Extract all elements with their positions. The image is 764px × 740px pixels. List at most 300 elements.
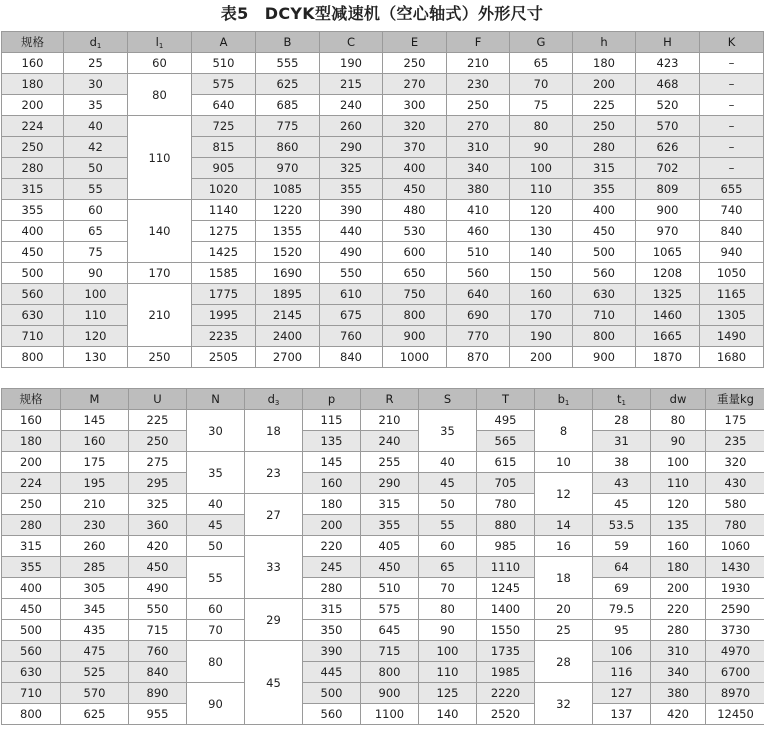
table-cell: 210: [61, 494, 129, 515]
table-cell: 815: [192, 137, 256, 158]
table-cell: 300: [383, 95, 447, 116]
header-F: F: [447, 32, 510, 53]
table-cell: 525: [61, 662, 129, 683]
header-G: G: [510, 32, 573, 53]
table-cell: 1400: [477, 599, 535, 620]
table-cell: 35: [64, 95, 128, 116]
table-cell: 435: [61, 620, 129, 641]
table-cell: 510: [361, 578, 419, 599]
table-cell: 450: [2, 599, 61, 620]
table-cell: 710: [2, 326, 64, 347]
table-cell: 450: [361, 557, 419, 578]
table-cell: 760: [129, 641, 187, 662]
table-cell: 650: [383, 263, 447, 284]
table-cell: 715: [361, 641, 419, 662]
table-cell: 130: [64, 347, 128, 368]
table-cell: 1985: [477, 662, 535, 683]
table-cell: 40: [419, 452, 477, 473]
table-cell: 870: [447, 347, 510, 368]
table-cell: 400: [2, 221, 64, 242]
table-cell: 1100: [361, 704, 419, 725]
table-cell: 55: [419, 515, 477, 536]
table-cell: 690: [447, 305, 510, 326]
table-cell: –: [700, 137, 764, 158]
table-cell: 880: [477, 515, 535, 536]
table-cell: 30: [187, 410, 245, 452]
table-cell: 90: [651, 431, 706, 452]
table-cell: 809: [636, 179, 700, 200]
table-cell: 23: [245, 452, 303, 494]
table-row: [2, 116, 764, 137]
table-cell: 55: [187, 557, 245, 599]
table-cell: 170: [128, 263, 192, 284]
table-row: [2, 683, 764, 704]
header-N: N: [187, 389, 245, 410]
table-cell: 800: [361, 662, 419, 683]
table-cell: 80: [419, 599, 477, 620]
table-cell: 800: [573, 326, 636, 347]
table-cell: 580: [706, 494, 764, 515]
table-cell: 220: [651, 599, 706, 620]
table-cell: 770: [447, 326, 510, 347]
table-cell: 116: [593, 662, 651, 683]
table-cell: 250: [383, 53, 447, 74]
table-cell: 160: [651, 536, 706, 557]
dimension-table-1: [1, 31, 764, 368]
table-cell: 200: [510, 347, 573, 368]
table-cell: 90: [64, 263, 128, 284]
table-cell: 405: [361, 536, 419, 557]
table-cell: 285: [61, 557, 129, 578]
table-cell: 400: [2, 578, 61, 599]
table-cell: 69: [593, 578, 651, 599]
table-cell: 195: [61, 473, 129, 494]
header-spec: 规格: [2, 389, 61, 410]
table-cell: 555: [256, 53, 320, 74]
table-row: [2, 95, 764, 116]
table-cell: 160: [510, 284, 573, 305]
table-cell: 630: [2, 662, 61, 683]
table-cell: 55: [64, 179, 128, 200]
table-cell: 32: [535, 683, 593, 725]
table-cell: 1775: [192, 284, 256, 305]
table-cell: 340: [447, 158, 510, 179]
table-cell: 280: [651, 620, 706, 641]
table-row: [2, 704, 764, 725]
header-A: A: [192, 32, 256, 53]
table-cell: 530: [383, 221, 447, 242]
table-cell: 235: [706, 431, 764, 452]
table-cell: 315: [573, 158, 636, 179]
table-cell: 355: [573, 179, 636, 200]
table-cell: 240: [320, 95, 383, 116]
table-cell: 75: [510, 95, 573, 116]
table-cell: 200: [303, 515, 361, 536]
table-cell: 220: [303, 536, 361, 557]
table-cell: 110: [651, 473, 706, 494]
table-row: [2, 284, 764, 305]
table-cell: 1275: [192, 221, 256, 242]
table-cell: 325: [320, 158, 383, 179]
table-cell: 450: [383, 179, 447, 200]
table-cell: 570: [636, 116, 700, 137]
table-cell: 315: [2, 179, 64, 200]
table-cell: 1000: [383, 347, 447, 368]
table-row: [2, 74, 764, 95]
table-cell: 355: [361, 515, 419, 536]
table-cell: 900: [383, 326, 447, 347]
header-b1: $b_1$: [535, 389, 593, 410]
table-cell: 625: [256, 74, 320, 95]
table-cell: –: [700, 95, 764, 116]
table-cell: 340: [651, 662, 706, 683]
table-cell: 210: [361, 410, 419, 431]
table-cell: 560: [447, 263, 510, 284]
table-cell: 2590: [706, 599, 764, 620]
dimension-table-2: [1, 388, 764, 725]
table-cell: 1060: [706, 536, 764, 557]
table-cell: 8970: [706, 683, 764, 704]
table-cell: 80: [128, 74, 192, 116]
table-cell: 140: [419, 704, 477, 725]
table-cell: 38: [593, 452, 651, 473]
table-cell: 120: [651, 494, 706, 515]
table-cell: 35: [419, 410, 477, 452]
header-p: p: [303, 389, 361, 410]
table-cell: 2520: [477, 704, 535, 725]
table-cell: 225: [129, 410, 187, 431]
table-cell: 95: [593, 620, 651, 641]
table-cell: 12: [535, 473, 593, 515]
table-cell: 115: [303, 410, 361, 431]
table-cell: 50: [419, 494, 477, 515]
header-l1: $l_1$: [128, 32, 192, 53]
page-title: 表5 DCYK型减速机（空心轴式）外形尺寸: [220, 4, 544, 23]
table-cell: 28: [593, 410, 651, 431]
table-cell: 10: [535, 452, 593, 473]
table-cell: 75: [64, 242, 128, 263]
table-cell: 860: [256, 137, 320, 158]
table-cell: 70: [187, 620, 245, 641]
table-cell: 79.5: [593, 599, 651, 620]
table-cell: 655: [700, 179, 764, 200]
table-cell: 65: [419, 557, 477, 578]
table-cell: 560: [2, 641, 61, 662]
table-cell: 500: [573, 242, 636, 263]
table-row: [2, 221, 764, 242]
table-cell: 120: [510, 200, 573, 221]
table-cell: 145: [61, 410, 129, 431]
table-cell: 630: [2, 305, 64, 326]
table-cell: 315: [361, 494, 419, 515]
table-cell: 490: [129, 578, 187, 599]
table-cell: 60: [64, 200, 128, 221]
table-cell: 840: [320, 347, 383, 368]
table-cell: 2220: [477, 683, 535, 704]
table-cell: 45: [593, 494, 651, 515]
table-cell: 400: [573, 200, 636, 221]
table-cell: 355: [2, 200, 64, 221]
table-cell: 200: [573, 74, 636, 95]
table-cell: 190: [510, 326, 573, 347]
table-cell: 45: [187, 515, 245, 536]
table-cell: 560: [2, 284, 64, 305]
table-row: [2, 326, 764, 347]
table-cell: 60: [128, 53, 192, 74]
table-cell: 16: [535, 536, 593, 557]
table-cell: 430: [706, 473, 764, 494]
table-cell: 180: [573, 53, 636, 74]
table-cell: 25: [535, 620, 593, 641]
table-cell: 675: [320, 305, 383, 326]
table-cell: 295: [129, 473, 187, 494]
table-cell: 260: [320, 116, 383, 137]
table-cell: 1140: [192, 200, 256, 221]
table-cell: 423: [636, 53, 700, 74]
table-cell: 520: [636, 95, 700, 116]
table-cell: 1245: [477, 578, 535, 599]
table-cell: 1305: [700, 305, 764, 326]
table-cell: 600: [383, 242, 447, 263]
table-cell: 750: [383, 284, 447, 305]
table-cell: 43: [593, 473, 651, 494]
table-cell: 42: [64, 137, 128, 158]
table-cell: 775: [256, 116, 320, 137]
table-cell: 2700: [256, 347, 320, 368]
table-cell: 110: [128, 116, 192, 200]
table-cell: 1430: [706, 557, 764, 578]
table-cell: 2400: [256, 326, 320, 347]
table-cell: 715: [129, 620, 187, 641]
table-cell: 490: [320, 242, 383, 263]
table-cell: 106: [593, 641, 651, 662]
table-cell: 500: [2, 620, 61, 641]
table-cell: 760: [320, 326, 383, 347]
table-cell: 8: [535, 410, 593, 452]
table-cell: 180: [2, 74, 64, 95]
table-row: [2, 494, 764, 515]
table-row: [2, 305, 764, 326]
table-row: [2, 662, 764, 683]
table-cell: 500: [2, 263, 64, 284]
table-cell: 200: [651, 578, 706, 599]
table-cell: 135: [303, 431, 361, 452]
table-cell: 1085: [256, 179, 320, 200]
header-h: h: [573, 32, 636, 53]
table-cell: 200: [2, 95, 64, 116]
table-cell: 495: [477, 410, 535, 431]
table-cell: 40: [187, 494, 245, 515]
table-cell: 560: [573, 263, 636, 284]
table-cell: 1490: [700, 326, 764, 347]
table-cell: 250: [129, 431, 187, 452]
table-cell: 280: [303, 578, 361, 599]
header-U: U: [129, 389, 187, 410]
table-cell: 18: [245, 410, 303, 452]
table-cell: 390: [320, 200, 383, 221]
table-cell: 60: [419, 536, 477, 557]
table-cell: 65: [64, 221, 128, 242]
table-cell: 290: [361, 473, 419, 494]
table-cell: 705: [477, 473, 535, 494]
table-cell: 120: [64, 326, 128, 347]
table-row: [2, 557, 764, 578]
table-cell: 1020: [192, 179, 256, 200]
table-cell: 840: [700, 221, 764, 242]
table-cell: 685: [256, 95, 320, 116]
table-cell: 702: [636, 158, 700, 179]
table-cell: 1050: [700, 263, 764, 284]
table-cell: 270: [383, 74, 447, 95]
table-cell: 550: [129, 599, 187, 620]
table-cell: 615: [477, 452, 535, 473]
table-cell: 1208: [636, 263, 700, 284]
table-cell: 380: [447, 179, 510, 200]
table-cell: 29: [245, 599, 303, 641]
table-row: [2, 473, 764, 494]
header-S: S: [419, 389, 477, 410]
table-cell: 100: [419, 641, 477, 662]
table-cell: 65: [510, 53, 573, 74]
table-cell: 190: [320, 53, 383, 74]
table-cell: 100: [651, 452, 706, 473]
table-cell: 240: [361, 431, 419, 452]
table-cell: 445: [303, 662, 361, 683]
table-cell: 710: [2, 683, 61, 704]
table-cell: 200: [2, 452, 61, 473]
table-row: [2, 620, 764, 641]
table-cell: 970: [256, 158, 320, 179]
table-cell: 800: [383, 305, 447, 326]
header-dw: dw: [651, 389, 706, 410]
table-cell: 345: [61, 599, 129, 620]
table-cell: 230: [447, 74, 510, 95]
table-cell: 450: [573, 221, 636, 242]
table-row: [2, 200, 764, 221]
table-cell: 440: [320, 221, 383, 242]
table-cell: 110: [510, 179, 573, 200]
table-cell: 70: [419, 578, 477, 599]
header-M: M: [61, 389, 129, 410]
table-cell: 30: [64, 74, 128, 95]
table-cell: 2235: [192, 326, 256, 347]
table-cell: 310: [651, 641, 706, 662]
table-cell: 270: [447, 116, 510, 137]
table-cell: 100: [64, 284, 128, 305]
table-row: [2, 452, 764, 473]
table-cell: 780: [477, 494, 535, 515]
table-cell: 410: [447, 200, 510, 221]
table-cell: 140: [128, 200, 192, 263]
table-cell: 180: [2, 431, 61, 452]
header-spec: 规格: [2, 32, 64, 53]
table-row: [2, 641, 764, 662]
table-cell: 840: [129, 662, 187, 683]
table-row: [2, 515, 764, 536]
table-cell: 460: [447, 221, 510, 242]
table-cell: 25: [64, 53, 128, 74]
table-cell: 510: [447, 242, 510, 263]
header-K: K: [700, 32, 764, 53]
table-cell: 420: [651, 704, 706, 725]
table-cell: 110: [419, 662, 477, 683]
table-cell: 290: [320, 137, 383, 158]
table-cell: 18: [535, 557, 593, 599]
table-cell: 130: [510, 221, 573, 242]
table-cell: 1220: [256, 200, 320, 221]
header-weight: 重量kg: [706, 389, 764, 410]
table-cell: 905: [192, 158, 256, 179]
table-cell: 370: [383, 137, 447, 158]
table-cell: 560: [303, 704, 361, 725]
table-cell: 1995: [192, 305, 256, 326]
table-cell: 575: [361, 599, 419, 620]
table-cell: 1735: [477, 641, 535, 662]
table-cell: 1425: [192, 242, 256, 263]
table-cell: 110: [64, 305, 128, 326]
table-cell: 150: [510, 263, 573, 284]
table-cell: 1585: [192, 263, 256, 284]
table-cell: 255: [361, 452, 419, 473]
table-cell: 137: [593, 704, 651, 725]
table-cell: 224: [2, 116, 64, 137]
table-cell: 90: [419, 620, 477, 641]
table-cell: 900: [361, 683, 419, 704]
table-row: [2, 179, 764, 200]
table-cell: 325: [129, 494, 187, 515]
table-cell: 250: [2, 494, 61, 515]
header-T: T: [477, 389, 535, 410]
table-cell: 140: [510, 242, 573, 263]
table-cell: 1665: [636, 326, 700, 347]
table-cell: 1355: [256, 221, 320, 242]
table-cell: 1930: [706, 578, 764, 599]
table-cell: 800: [2, 704, 61, 725]
table-cell: 40: [64, 116, 128, 137]
table-cell: 160: [2, 410, 61, 431]
table-cell: 145: [303, 452, 361, 473]
table-cell: 2145: [256, 305, 320, 326]
header-d3: $d_3$: [245, 389, 303, 410]
table-cell: 630: [573, 284, 636, 305]
table-cell: 420: [129, 536, 187, 557]
table-row: [2, 242, 764, 263]
table-row: [2, 137, 764, 158]
table-cell: 250: [128, 347, 192, 368]
table-cell: 175: [61, 452, 129, 473]
table-cell: 210: [128, 284, 192, 347]
table-cell: 3730: [706, 620, 764, 641]
table-cell: 100: [510, 158, 573, 179]
table-cell: 170: [510, 305, 573, 326]
table-cell: 320: [383, 116, 447, 137]
table-cell: 468: [636, 74, 700, 95]
table-cell: 475: [61, 641, 129, 662]
table-cell: 940: [700, 242, 764, 263]
table-cell: 70: [510, 74, 573, 95]
header-R: R: [361, 389, 419, 410]
table-row: [2, 53, 764, 74]
table-cell: 225: [573, 95, 636, 116]
table-cell: 250: [447, 95, 510, 116]
table-cell: 64: [593, 557, 651, 578]
table-cell: 45: [419, 473, 477, 494]
table-cell: 160: [61, 431, 129, 452]
table-row: [2, 347, 764, 368]
table-cell: 1690: [256, 263, 320, 284]
table-cell: 955: [129, 704, 187, 725]
table-cell: 2505: [192, 347, 256, 368]
